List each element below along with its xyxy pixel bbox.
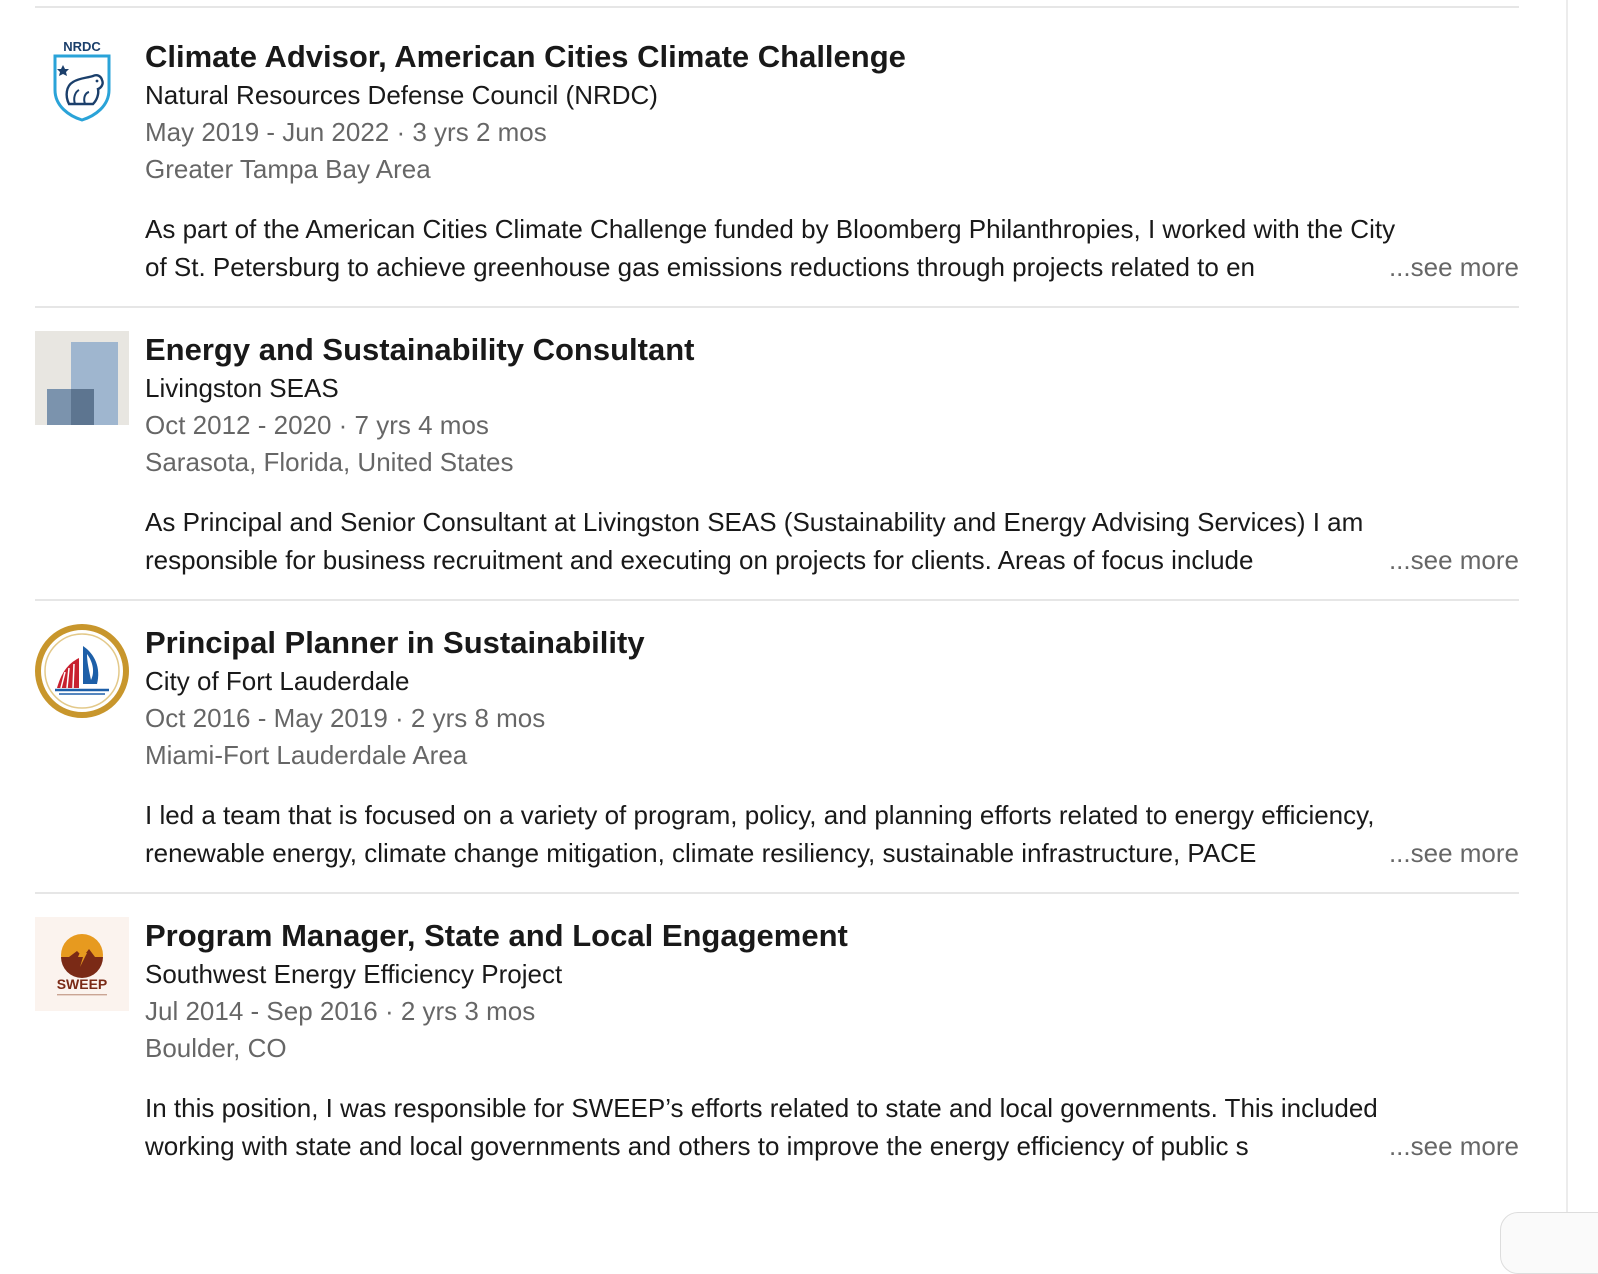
- see-more-button[interactable]: ...see more: [1388, 251, 1519, 282]
- description-line-2: working with state and local governments and others to improve the energy efficiency of public s: [145, 1130, 1249, 1161]
- company-name[interactable]: City of Fort Lauderdale: [145, 666, 410, 696]
- experience-details: [145, 38, 1519, 286]
- location: Boulder, CO: [145, 1033, 287, 1063]
- company-name[interactable]: Southwest Energy Efficiency Project: [145, 959, 563, 989]
- scrollbar-track[interactable]: [1566, 0, 1568, 1244]
- description-line-2: of St. Petersburg to achieve greenhouse gas emissions reductions through projects related to en: [145, 251, 1255, 282]
- divider: [35, 892, 1519, 894]
- company-name[interactable]: Livingston SEAS: [145, 373, 339, 403]
- nrdc-logo-text: NRDC: [63, 39, 101, 54]
- job-title[interactable]: Principal Planner in Sustainability: [145, 625, 645, 660]
- divider: [35, 6, 1519, 8]
- nrdc-logo-graphic: [35, 38, 129, 132]
- see-more-button[interactable]: ...see more: [1388, 837, 1519, 868]
- description-line-2: renewable energy, climate change mitigation, climate resiliency, sustainable infrastructure, PACE: [145, 837, 1257, 868]
- description-line-2: responsible for business recruitment and executing on projects for clients. Areas of focus include: [145, 544, 1254, 575]
- date-range: Oct 2016 - May 2019 · 2 yrs 8 mos: [145, 703, 546, 733]
- experience-item-sweep: [35, 917, 1519, 1165]
- company-placeholder-graphic: [35, 331, 129, 425]
- experience-details: [145, 917, 1519, 1165]
- date-range: Oct 2012 - 2020 · 7 yrs 4 mos: [145, 410, 489, 440]
- job-description: [145, 211, 1519, 286]
- city-of-fort-lauderdale-seal-icon[interactable]: [35, 624, 129, 718]
- see-more-button[interactable]: ...see more: [1388, 1130, 1519, 1161]
- description-line-1: In this position, I was responsible for SWEEP’s efforts related to state and local governments. This included: [145, 1093, 1378, 1123]
- job-description: [145, 504, 1519, 579]
- location: Greater Tampa Bay Area: [145, 154, 431, 184]
- nrdc-logo-icon[interactable]: [35, 38, 129, 132]
- city-seal-graphic: [35, 624, 129, 718]
- job-title[interactable]: Climate Advisor, American Cities Climate Challenge: [145, 39, 906, 74]
- company-name[interactable]: Natural Resources Defense Council (NRDC): [145, 80, 658, 110]
- experience-item-fort-lauderdale: [35, 624, 1519, 872]
- divider: [35, 306, 1519, 308]
- description-line-1: As Principal and Senior Consultant at Livingston SEAS (Sustainability and Energy Advising Services) I am: [145, 507, 1364, 537]
- sweep-logo-icon[interactable]: [35, 917, 129, 1011]
- description-line-1: I led a team that is focused on a variety of program, policy, and planning efforts related to energy efficiency,: [145, 800, 1375, 830]
- date-range: Jul 2014 - Sep 2016 · 2 yrs 3 mos: [145, 996, 536, 1026]
- experience-item-livingston-seas: [35, 331, 1519, 579]
- job-description: [145, 1090, 1519, 1165]
- scroll-corner-control[interactable]: [1500, 1212, 1598, 1274]
- description-line-1: As part of the American Cities Climate Challenge funded by Bloomberg Philanthropies, I worked with the City: [145, 214, 1396, 244]
- sweep-logo-text: SWEEP: [56, 976, 108, 992]
- experience-item-nrdc: [35, 38, 1519, 286]
- location: Miami-Fort Lauderdale Area: [145, 740, 468, 770]
- see-more-button[interactable]: ...see more: [1388, 544, 1519, 575]
- date-range: May 2019 - Jun 2022 · 3 yrs 2 mos: [145, 117, 547, 147]
- job-description: [145, 797, 1519, 872]
- divider: [35, 599, 1519, 601]
- job-title[interactable]: Program Manager, State and Local Engagement: [145, 918, 848, 953]
- job-title[interactable]: Energy and Sustainability Consultant: [145, 332, 695, 367]
- experience-details: [145, 331, 1519, 579]
- location: Sarasota, Florida, United States: [145, 447, 514, 477]
- experience-section: [35, 0, 1519, 1165]
- sweep-logo-graphic: [35, 917, 129, 1011]
- experience-details: [145, 624, 1519, 872]
- livingston-seas-placeholder-logo-icon[interactable]: [35, 331, 129, 425]
